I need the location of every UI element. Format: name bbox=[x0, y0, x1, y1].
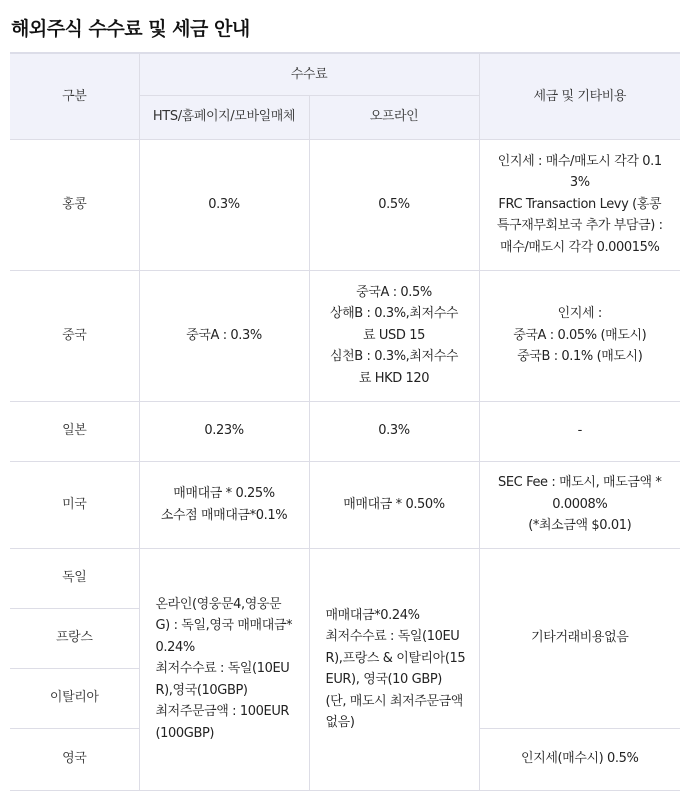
table-row-usa bbox=[10, 461, 680, 548]
table-row-hongkong bbox=[10, 139, 680, 270]
header-category: 구분 bbox=[10, 53, 139, 139]
table-row-japan bbox=[10, 401, 680, 461]
row-name: 홍콩 bbox=[10, 139, 139, 270]
offline-fee: 0.5% bbox=[309, 139, 479, 270]
row-name: 일본 bbox=[10, 401, 139, 461]
row-name: 프랑스 bbox=[10, 608, 139, 668]
tax-info: - bbox=[479, 401, 680, 461]
europe-online-fee: 온라인(영웅문4,영웅문 G) : 독일,영국 매매대금* 0.24% 최저수수료 : 독일(10EU R),영국(10GBP) 최저주문금액 : 100EUR (100GBP) bbox=[139, 548, 309, 790]
tax-info: 인지세 : 중국A : 0.05% (매도시) 중국B : 0.1% (매도시) bbox=[479, 270, 680, 401]
header-tax: 세금 및 기타비용 bbox=[479, 53, 680, 139]
online-fee: 0.3% bbox=[139, 139, 309, 270]
row-name: 영국 bbox=[10, 728, 139, 790]
row-name: 독일 bbox=[10, 548, 139, 608]
offline-fee: 매매대금 * 0.50% bbox=[309, 461, 479, 548]
offline-fee: 중국A : 0.5% 상해B : 0.3%,최저수수 료 USD 15 심천B : 0.3%,최저수수 료 HKD 120 bbox=[309, 270, 479, 401]
fee-table bbox=[10, 52, 680, 791]
offline-fee: 0.3% bbox=[309, 401, 479, 461]
table-row-germany bbox=[10, 548, 680, 608]
online-fee: 중국A : 0.3% bbox=[139, 270, 309, 401]
table-row-china bbox=[10, 270, 680, 401]
europe-tax-info: 기타거래비용없음 bbox=[479, 548, 680, 728]
header-fee: 수수료 bbox=[139, 53, 479, 95]
europe-offline-fee: 매매대금*0.24% 최저수수료 : 독일(10EU R),프랑스 & 이탈리아(15 EUR), 영국(10 GBP) (단, 매도시 최저주문금액 없음) bbox=[309, 548, 479, 790]
uk-tax-info: 인지세(매수시) 0.5% bbox=[479, 728, 680, 790]
online-fee: 매매대금 * 0.25% 소수점 매매대금*0.1% bbox=[139, 461, 309, 548]
row-name: 이탈리아 bbox=[10, 668, 139, 728]
tax-info: SEC Fee : 매도시, 매도금액 * 0.0008% (*최소금액 $0.01) bbox=[479, 461, 680, 548]
header-online: HTS/홈페이지/모바일매체 bbox=[139, 95, 309, 139]
online-fee: 0.23% bbox=[139, 401, 309, 461]
page-title: 해외주식 수수료 및 세금 안내 bbox=[11, 18, 250, 40]
row-name: 미국 bbox=[10, 461, 139, 548]
row-name: 중국 bbox=[10, 270, 139, 401]
tax-info: 인지세 : 매수/매도시 각각 0.1 3% FRC Transaction Levy (홍콩 특구재무회보국 추가 부담금) : 매수/매도시 각각 0.00015% bbox=[479, 139, 680, 270]
header-offline: 오프라인 bbox=[309, 95, 479, 139]
